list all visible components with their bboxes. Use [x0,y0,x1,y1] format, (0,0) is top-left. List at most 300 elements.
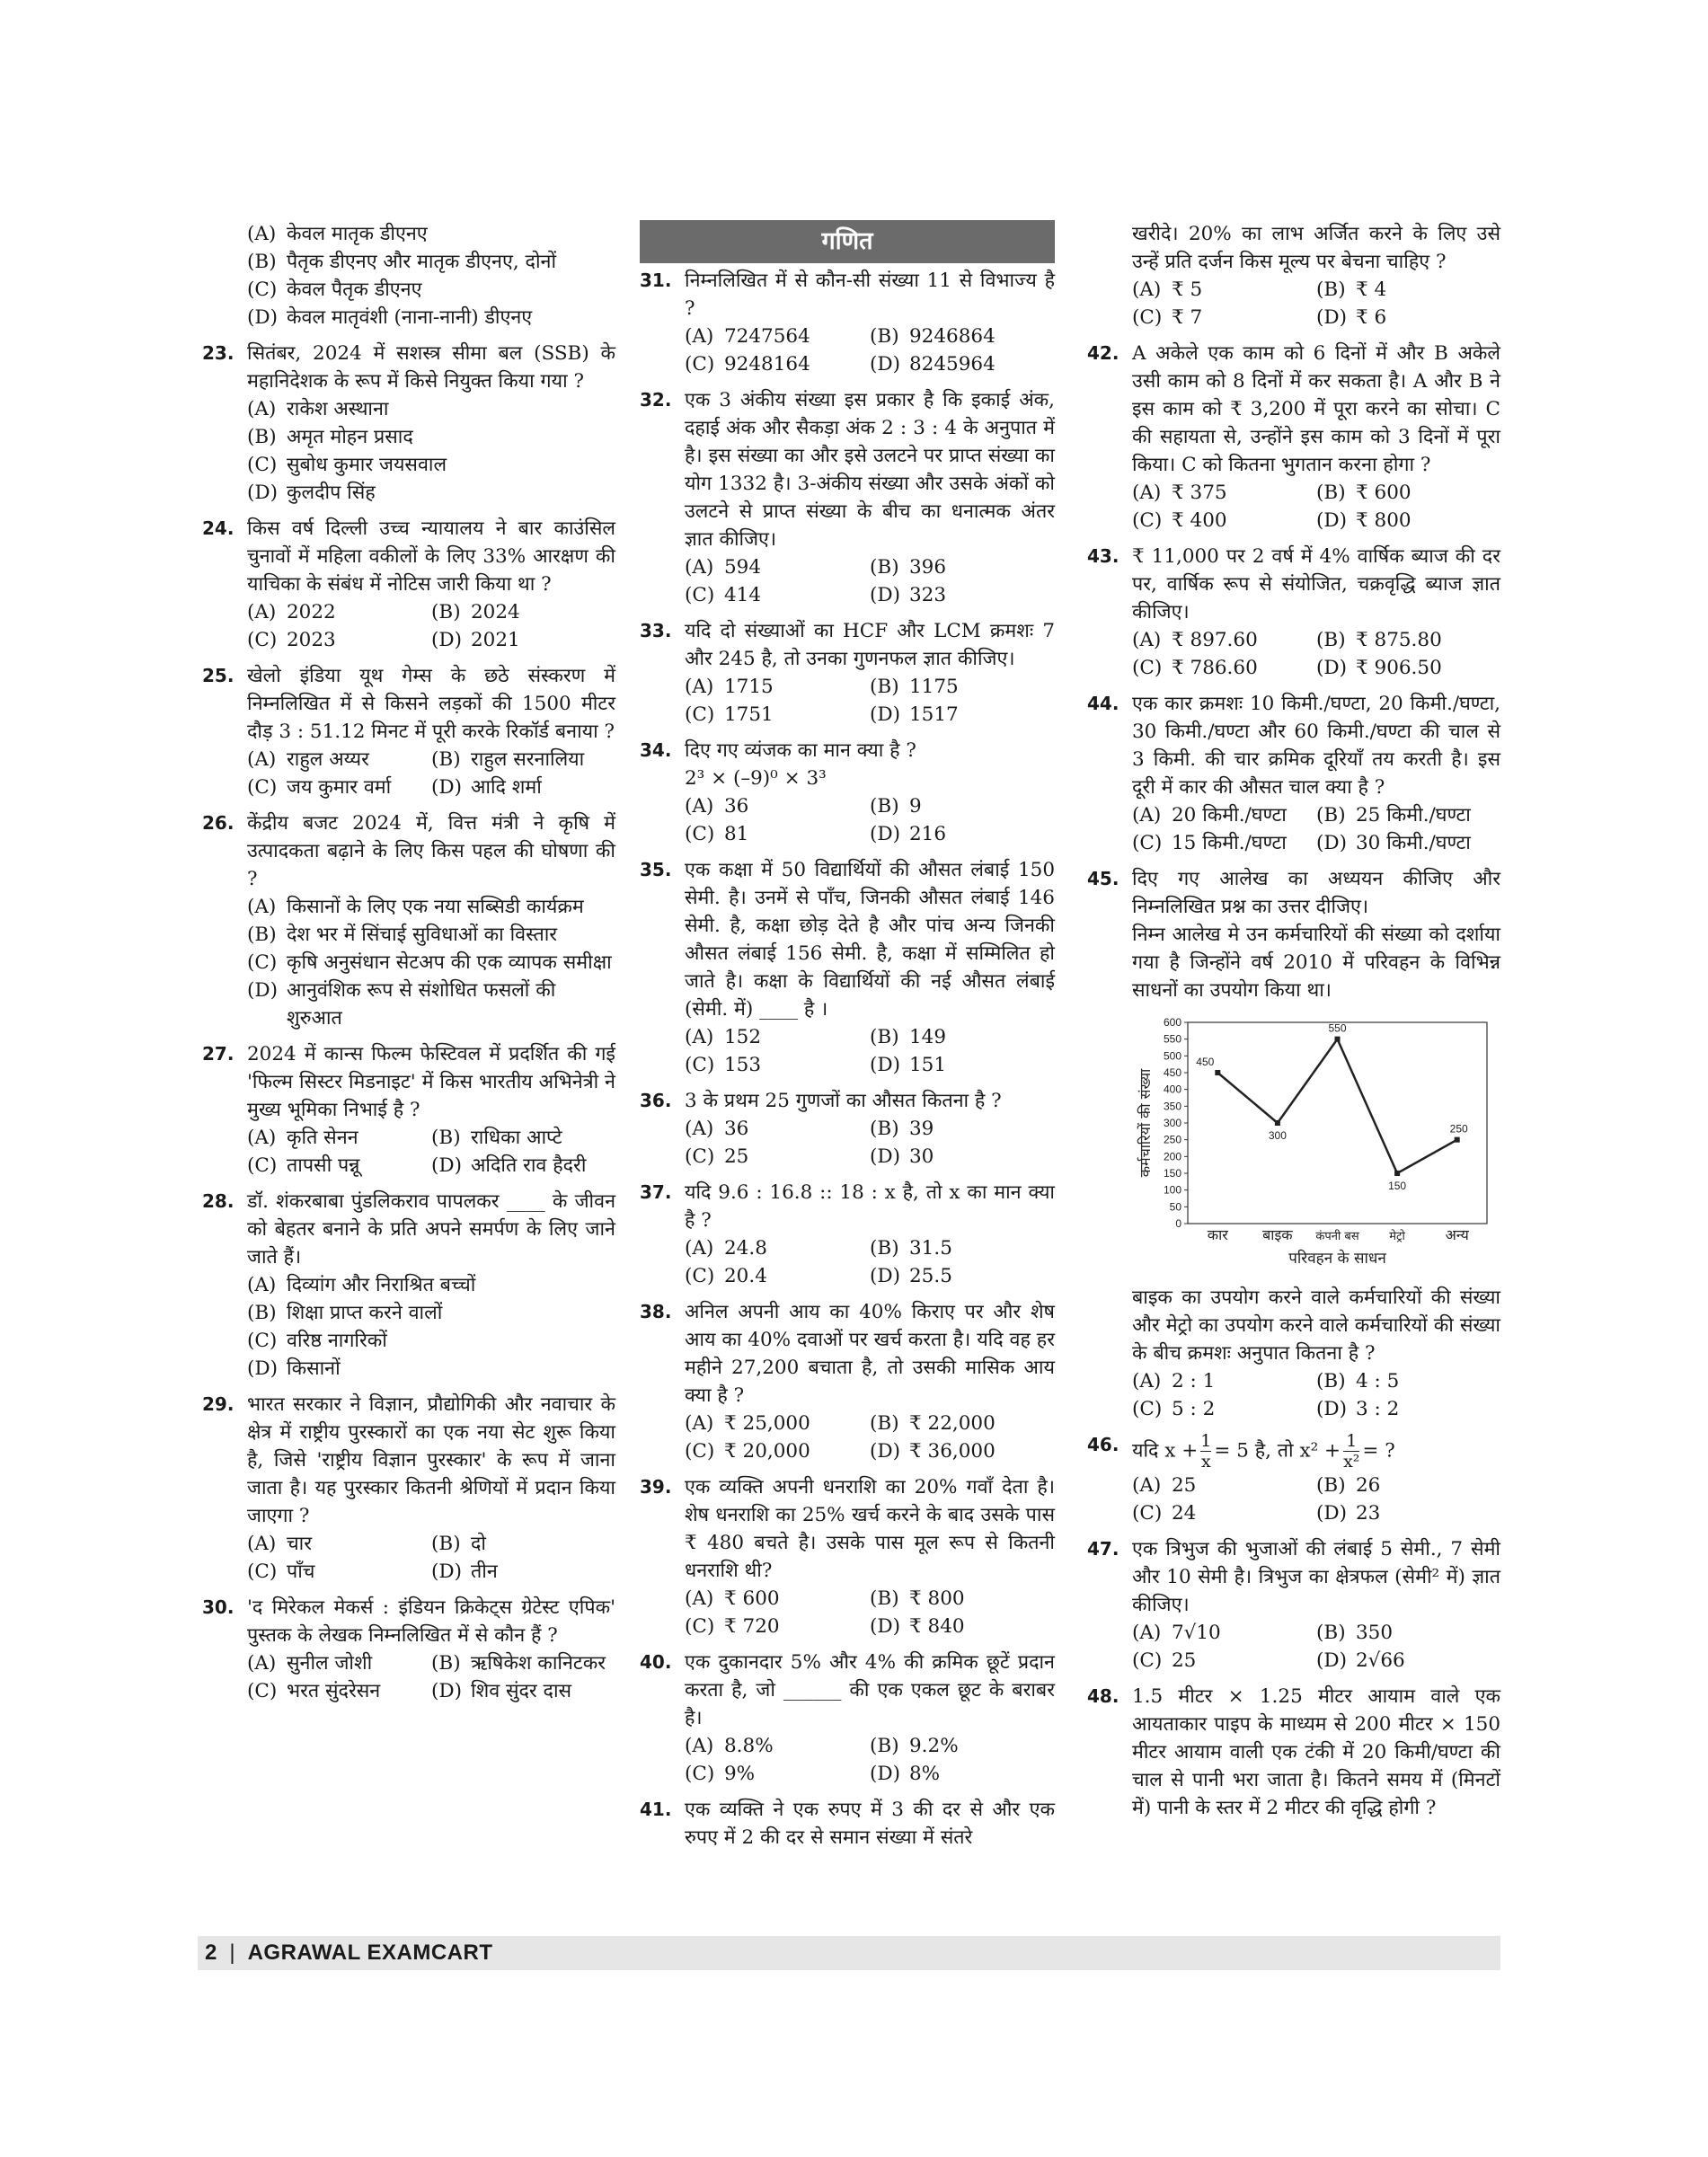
fraction-denominator: x² [1343,1452,1360,1472]
option-item[interactable] [870,553,1055,581]
column-left [202,220,615,1713]
option-item[interactable] [247,746,431,774]
option-label: (C) [685,703,715,726]
option-text: 7√10 [1172,1622,1221,1644]
option-text: 1751 [724,703,774,726]
option-text: राकेश अस्थाना [287,398,389,420]
option-label: (A) [247,1652,277,1675]
option-item[interactable] [870,1051,1055,1079]
option-text: 2024 [471,601,520,623]
question-35 [640,856,1055,1079]
options [247,746,615,801]
y-tick-label: 100 [1163,1183,1181,1197]
question-text: 3 के प्रथम 25 गुणजों का औसत कितना है ? [685,1090,1002,1112]
option-item[interactable] [870,1023,1055,1051]
question-number: 28. [202,1190,235,1212]
option-item[interactable] [247,1271,615,1299]
option-item[interactable] [1132,654,1316,682]
option-label: (C) [247,951,278,974]
options [247,220,615,332]
option-text: 9% [724,1763,756,1785]
option-label: (C) [685,1145,715,1168]
y-tick-label: 250 [1163,1133,1181,1146]
option-item[interactable] [685,1262,870,1290]
option-item[interactable] [685,1613,870,1640]
y-tick-label: 600 [1163,1016,1181,1029]
option-label: (A) [247,748,277,771]
option-item[interactable] [1132,1499,1316,1527]
option-item[interactable] [431,746,615,774]
question-28 [202,1188,615,1383]
option-label: (D) [1316,657,1348,679]
option-text: राहुल सरनालिया [471,748,585,771]
option-item[interactable] [870,1585,1055,1613]
option-item[interactable] [431,1558,615,1586]
y-tick-label: 300 [1163,1117,1181,1129]
fraction-numerator: 1 [1200,1431,1212,1451]
option-text: तापसी पन्नू [287,1154,360,1177]
option-item[interactable] [247,276,615,304]
option-text: 81 [724,823,749,845]
option-label: (D) [870,1615,901,1638]
option-item[interactable] [685,1051,870,1079]
option-label: (A) [685,1026,714,1048]
option-label: (D) [431,1154,463,1177]
option-text: ₹ 786.60 [1172,657,1258,679]
option-text: ₹ 36,000 [909,1440,996,1463]
option-label: (A) [1132,1474,1162,1497]
option-item[interactable] [685,1585,870,1613]
option-item[interactable] [685,820,870,848]
option-label: (B) [870,556,899,579]
options [247,1271,615,1383]
option-label: (B) [431,1127,461,1149]
option-label: (C) [685,584,715,606]
options [247,1124,615,1180]
option-text: अदिति राव हैदरी [471,1154,587,1177]
option-label: (C) [1132,657,1163,679]
question-text-2: निम्न आलेख मे उन कर्मचारियों की संख्या को दर्शाया गया है जिन्होंने वर्ष 2010 में परिवहन के विभिन्न साधनों का उपयोग किया था। [1132,924,1500,1002]
x-tick-label: अन्य [1445,1226,1469,1243]
option-item[interactable] [870,323,1055,350]
option-item[interactable] [247,1327,615,1355]
option-item[interactable] [1316,1367,1500,1395]
question-number: 29. [202,1393,235,1415]
question-number: 42. [1087,342,1119,364]
option-text: ₹ 800 [1356,509,1412,532]
option-label: (C) [1132,1398,1163,1420]
y-tick-label: 350 [1163,1100,1181,1113]
question-text: किस वर्ष दिल्ली उच्च न्यायालय ने बार काउंसिल चुनावों में महिला वकीलों के लिए 33% आरक्षण की याचिका के संबंध में नोटिस जारी किया था ? [247,517,615,596]
option-label: (A) [247,1274,277,1296]
option-item[interactable] [870,1410,1055,1437]
option-item[interactable] [1316,1395,1500,1423]
options [685,323,1055,378]
option-item[interactable] [685,1115,870,1143]
option-text: सुबोध कुमार जयसवाल [287,454,447,476]
option-text: 8245964 [909,353,996,376]
option-label: (D) [870,1763,901,1785]
option-label: (D) [1316,832,1348,854]
data-point [1215,1070,1220,1075]
option-label: (C) [1132,509,1163,532]
option-text: 36 [724,1118,749,1140]
option-label: (B) [1316,482,1346,504]
option-text: ₹ 22,000 [909,1412,996,1435]
question-number: 35. [640,859,672,880]
option-text: 25.5 [909,1265,952,1287]
question-number: 40. [640,1651,672,1673]
option-item[interactable] [1316,479,1500,507]
option-text: 350 [1356,1622,1394,1644]
option-item[interactable] [870,792,1055,820]
section-header-math: गणित [640,220,1055,263]
y-axis-title: कर्मचारियों की संख्या [1137,1068,1154,1178]
option-item[interactable] [1132,507,1316,535]
option-item[interactable] [431,1530,615,1558]
question-text: सितंबर, 2024 में सशस्त्र सीमा बल (SSB) के महानिदेशक के रूप में किसे नियुक्त किया गया ? [247,342,615,393]
option-item[interactable] [1132,1647,1316,1675]
question-text [1132,1431,1500,1472]
option-item[interactable] [247,304,615,332]
question-38 [640,1298,1055,1465]
option-item[interactable] [247,479,615,507]
option-item[interactable] [247,598,431,626]
option-label: (D) [431,629,463,651]
option-item[interactable] [1316,276,1500,304]
option-text: किसानों [287,1357,341,1380]
option-item[interactable] [1316,1619,1500,1647]
question-text: यदि 9.6 : 16.8 :: 18 : x है, तो x का मान क्या है ? [685,1181,1055,1232]
option-text: अमृत मोहन प्रसाद [287,426,413,448]
option-label: (B) [870,1587,899,1610]
option-item[interactable] [247,1124,431,1152]
question-44 [1087,690,1500,857]
options [685,792,1055,848]
option-label: (D) [870,1145,901,1168]
question-24 [202,515,615,654]
option-text: 20 किमी./घण्टा [1172,804,1287,827]
option-text: वरिष्ठ नागरिकों [287,1330,387,1352]
question-number: 47. [1087,1538,1119,1560]
option-text: ₹ 840 [909,1615,965,1638]
line-chart [1132,1010,1500,1278]
option-text: 4 : 5 [1356,1370,1400,1392]
option-label: (A) [247,1127,277,1149]
option-item[interactable] [431,774,615,801]
option-text: चार [287,1533,313,1555]
option-text: दो [471,1533,486,1555]
option-item[interactable] [1316,626,1500,654]
question-text: अनिल अपनी आय का 40% किराए पर और शेष आय का 40% दवाओं पर खर्च करता है। यदि वह हर महीने 27,200 बचाता है, तो उसकी मासिक आय क्या है ? [685,1301,1055,1407]
option-item[interactable] [1316,1647,1500,1675]
option-item[interactable] [1316,304,1500,332]
option-item[interactable] [247,626,431,654]
y-tick-label: 50 [1169,1200,1181,1214]
option-label: (A) [685,676,714,698]
option-label: (B) [870,795,899,818]
option-item[interactable] [247,1677,431,1705]
brand-logo-text: AGRAWAL EXAMCART [247,1940,493,1965]
question-37 [640,1179,1055,1290]
options [1132,479,1500,535]
option-item[interactable] [870,701,1055,729]
y-tick-label: 550 [1163,1032,1181,1046]
option-item[interactable] [431,626,615,654]
option-text: 1715 [724,676,774,698]
option-label: (A) [247,223,277,245]
option-item[interactable] [685,1023,870,1051]
option-text: 25 [724,1145,749,1168]
option-item[interactable] [685,1143,870,1171]
question-text: एक त्रिभुज की भुजाओं की लंबाई 5 सेमी., 7 सेमी और 10 सेमी है। त्रिभुज का क्षेत्रफल (सेमी² में) ज्ञात कीजिए। [1132,1538,1500,1616]
option-label: (D) [870,1440,901,1463]
question-text: ₹ 11,000 पर 2 वर्ष में 4% वार्षिक ब्याज की दर पर, वार्षिक रूप से संयोजित, चक्रवृद्धि ब्याज ज्ञात कीजिए। [1132,545,1500,623]
option-item[interactable] [247,1355,615,1383]
option-item[interactable] [1316,507,1500,535]
option-item[interactable] [247,248,615,276]
option-item[interactable] [1316,829,1500,857]
option-label: (D) [247,306,279,329]
option-item[interactable] [1316,654,1500,682]
question-22-continued [202,220,615,332]
question-number: 31. [640,270,672,291]
options [1132,276,1500,332]
question-26 [202,809,615,1032]
option-item[interactable] [431,1649,615,1677]
option-text: 9 [909,795,922,818]
question-number: 25. [202,665,235,686]
option-item[interactable] [685,1410,870,1437]
option-text: 2022 [287,601,336,623]
option-item[interactable] [870,1437,1055,1465]
option-item[interactable] [247,774,431,801]
option-item[interactable] [247,423,615,451]
option-text: राधिका आप्टे [471,1127,562,1149]
option-label: (D) [870,703,901,726]
data-label: 450 [1196,1056,1215,1068]
question-text-part: = 5 है, तो x² + [1214,1439,1341,1463]
option-label: (C) [247,1560,278,1583]
option-item[interactable] [870,673,1055,701]
option-text: 25 [1172,1474,1197,1497]
options [1132,1619,1500,1675]
option-label: (C) [685,1615,715,1638]
option-item[interactable] [870,1613,1055,1640]
option-item[interactable] [247,893,615,921]
option-item[interactable] [1316,1472,1500,1499]
options [247,1530,615,1586]
data-point [1394,1171,1400,1176]
option-text: 152 [724,1026,762,1048]
question-39 [640,1473,1055,1640]
option-label: (B) [1316,1370,1346,1392]
option-item[interactable] [247,977,615,1032]
option-text: शिक्षा प्राप्त करने वालों [287,1302,443,1324]
option-item[interactable] [685,581,870,609]
option-label: (C) [247,776,278,799]
option-item[interactable] [870,581,1055,609]
options [685,1585,1055,1640]
option-item[interactable] [1132,1472,1316,1499]
option-item[interactable] [247,1558,431,1586]
question-number: 24. [202,517,235,539]
option-item[interactable] [685,673,870,701]
option-item[interactable] [1132,479,1316,507]
option-item[interactable] [247,1530,431,1558]
option-label: (B) [870,1735,899,1757]
options [1132,1472,1500,1527]
plot-area-frame [1188,1022,1487,1224]
option-label: (D) [247,1357,279,1380]
question-text: एक कक्षा में 50 विद्यार्थियों की औसत लंबाई 150 सेमी. है। उनमें से पाँच, जिनकी औसत लंबाई 146 सेमी. है, कक्षा छोड़ देते है और पांच अन्य जिनकी औसत लंबाई 156 सेमी. है, कक्षा में सम्मिलित हो जाते है। कक्षा के विद्यार्थियों की नई औसत लंबाई (सेमी. में) ____ है । [685,859,1055,1021]
question-number: 46. [1087,1434,1119,1455]
option-item[interactable] [685,553,870,581]
option-text: 24.8 [724,1237,767,1260]
option-label: (A) [685,1735,714,1757]
option-label: (C) [685,1763,715,1785]
option-text: ₹ 6 [1356,306,1387,329]
question-text-part: यदि x + [1132,1439,1199,1463]
option-label: (D) [1316,509,1348,532]
option-text: ₹ 875.80 [1356,629,1442,651]
option-item[interactable] [431,1677,615,1705]
option-item[interactable] [685,1760,870,1788]
option-text: 8% [909,1763,941,1785]
option-item[interactable] [685,323,870,350]
option-label: (C) [247,629,278,651]
question-text: निम्नलिखित में से कौन-सी संख्या 11 से विभाज्य है ? [685,270,1055,320]
option-label: (A) [1132,629,1162,651]
option-item[interactable] [247,395,615,423]
option-item[interactable] [685,350,870,378]
option-item[interactable] [1132,1619,1316,1647]
option-label: (A) [247,601,277,623]
options [247,598,615,654]
question-41-continued-text: खरीदे। 20% का लाभ अर्जित करने के लिए उसे उन्हें प्रति दर्जन किस मूल्य पर बेचना चाहिए ? [1132,223,1500,273]
option-text: 151 [909,1054,947,1076]
question-45 [1087,865,1500,1423]
option-text: जय कुमार वर्मा [287,776,392,799]
option-item[interactable] [247,921,615,949]
option-item[interactable] [1316,801,1500,829]
question-34 [640,737,1055,848]
option-text: 2 : 1 [1172,1370,1216,1392]
option-text: 39 [909,1118,934,1140]
option-label: (B) [247,251,277,273]
option-item[interactable] [431,598,615,626]
option-item[interactable] [870,350,1055,378]
options [685,1410,1055,1465]
option-item[interactable] [685,701,870,729]
option-text: 2023 [287,629,336,651]
option-label: (A) [247,398,277,420]
option-label: (B) [247,924,277,946]
option-text: ₹ 375 [1172,482,1227,504]
fraction [1343,1431,1359,1472]
option-label: (A) [685,325,714,348]
option-label: (D) [870,353,901,376]
expression: 2³ × (–9)⁰ × 3³ [685,767,827,790]
option-item[interactable] [685,1437,870,1465]
option-item[interactable] [247,451,615,479]
option-item[interactable] [1132,801,1316,829]
option-text: शिव सुंदर दास [471,1680,572,1702]
option-item[interactable] [1132,829,1316,857]
option-text: 15 किमी./घण्टा [1172,832,1287,854]
options [247,395,615,507]
option-text: ₹ 600 [724,1587,780,1610]
option-label: (B) [431,1533,461,1555]
option-item[interactable] [1132,1367,1316,1395]
question-text: एक व्यक्ति अपनी धनराशि का 20% गवाँ देता है। शेष धनराशि का 25% खर्च करने के बाद उसके पास ₹ 480 बचते है। उसके पास मूल रूप से कितनी धनराशि थी? [685,1476,1055,1582]
option-item[interactable] [247,1299,615,1327]
option-item[interactable] [247,949,615,977]
option-item[interactable] [870,1760,1055,1788]
option-item[interactable] [870,1234,1055,1262]
option-item[interactable] [1316,1499,1500,1527]
option-item[interactable] [1132,304,1316,332]
option-label: (A) [685,1237,714,1260]
option-label: (D) [870,1054,901,1076]
question-33 [640,617,1055,729]
option-text: 1175 [909,676,959,698]
option-text: 36 [724,795,749,818]
option-item[interactable] [685,1234,870,1262]
option-item[interactable] [247,220,615,248]
option-label: (A) [685,1587,714,1610]
option-label: (A) [1132,482,1162,504]
option-item[interactable] [247,1649,431,1677]
question-number: 41. [640,1799,672,1820]
option-item[interactable] [870,1115,1055,1143]
option-text: 7247564 [724,325,810,348]
option-text: 8.8% [724,1735,774,1757]
option-item[interactable] [870,1262,1055,1290]
option-text: 30 किमी./घण्टा [1356,832,1471,854]
option-label: (A) [685,795,714,818]
x-tick-label: कंपनी बस [1315,1230,1359,1243]
option-label: (D) [870,1265,901,1287]
option-label: (B) [870,325,899,348]
option-text: 153 [724,1054,762,1076]
option-item[interactable] [431,1124,615,1152]
option-item[interactable] [1132,626,1316,654]
option-text: 9248164 [724,353,810,376]
option-text: 26 [1356,1474,1381,1497]
option-text: दिव्यांग और निराश्रित बच्चों [287,1274,476,1296]
option-item[interactable] [685,792,870,820]
option-text: 149 [909,1026,947,1048]
option-label: (A) [247,1533,277,1555]
options [1132,801,1500,857]
question-47 [1087,1535,1500,1675]
y-tick-label: 500 [1163,1049,1181,1063]
option-item[interactable] [685,1732,870,1760]
option-item[interactable] [870,1732,1055,1760]
option-item[interactable] [870,1143,1055,1171]
option-item[interactable] [1132,1395,1316,1423]
option-item[interactable] [431,1152,615,1180]
option-item[interactable] [870,820,1055,848]
option-label: (A) [685,556,714,579]
option-label: (B) [431,748,461,771]
option-item[interactable] [247,1152,431,1180]
question-29 [202,1391,615,1586]
option-text: 20.4 [724,1265,767,1287]
option-label: (D) [1316,1649,1348,1672]
option-item[interactable] [1132,276,1316,304]
